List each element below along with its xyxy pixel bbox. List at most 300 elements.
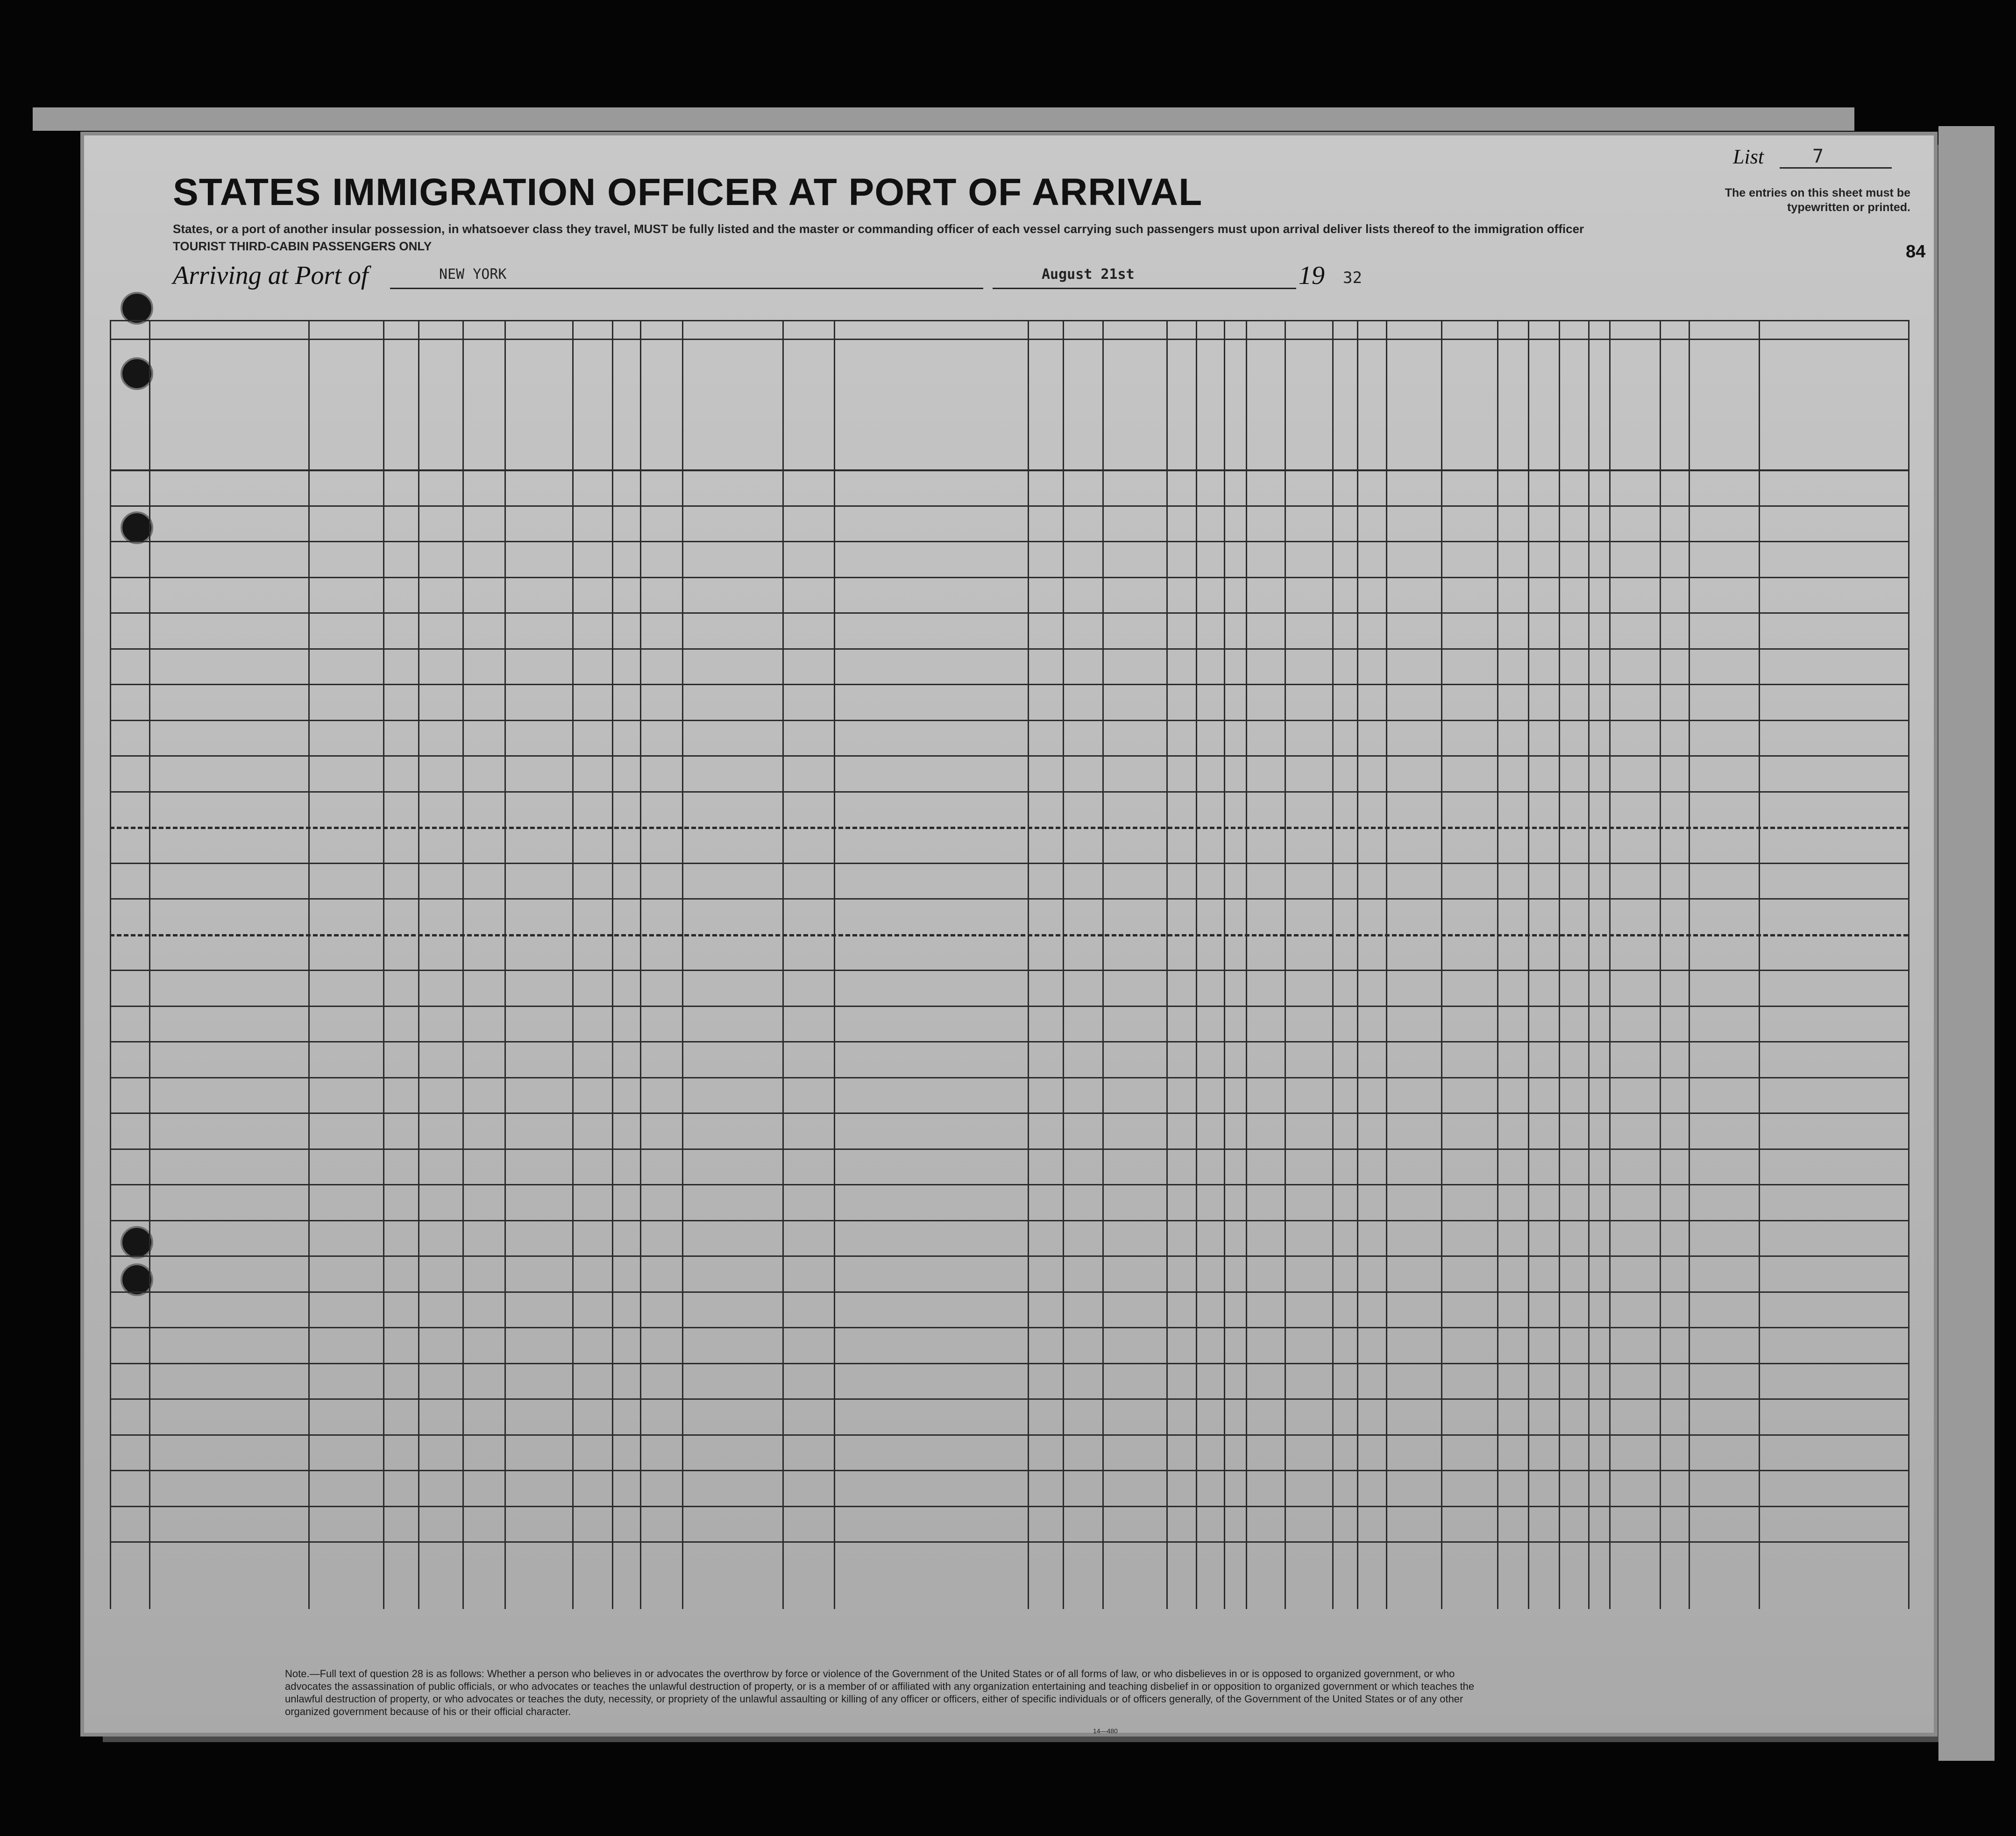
row-rule: [110, 505, 1908, 507]
cell-p24c: [1103, 555, 1165, 576]
cell-ticket: [463, 877, 504, 898]
cell-city: [419, 698, 461, 719]
cell-date: [783, 1341, 833, 1362]
cell-paid: [505, 948, 571, 970]
cell-ft: [1498, 483, 1527, 505]
cell-p24a: [1029, 1412, 1062, 1434]
cell-paid: [505, 1520, 571, 1541]
cell-eyes: [1661, 912, 1688, 934]
cell-c29: [1285, 912, 1331, 934]
cell-c25: [1167, 626, 1195, 648]
cell-c31: [1358, 948, 1385, 970]
cell-eyes: [1661, 555, 1688, 576]
cell-p24a: [1029, 1055, 1062, 1077]
cell-date: [783, 1412, 833, 1434]
row-rule: [110, 970, 1908, 971]
cell-marks: [1689, 1091, 1758, 1113]
cell-c30: [1333, 984, 1356, 1005]
cell-before: [613, 626, 639, 648]
cell-p24b: [1064, 948, 1101, 970]
cell-c25: [1167, 841, 1195, 862]
cell-health: [1387, 1520, 1440, 1541]
row-rule: [110, 1113, 1908, 1114]
cell-c29: [1285, 984, 1331, 1005]
cell-date: [783, 483, 833, 505]
question-28-note: Note.—Full text of question 28 is as follows: Whether a person who believes in or advocates the overthrow by force or violence of the Government of the United States or of all forms of law, or who disbelieves in or is opposed to organized government, or who advocates the assassination of public officials, or who advocates or teaches the unlawful destruction of property, or is a member of or affiliated with any organization entertaining and teaching disbelief in or opposition to organized government or which teaches the unlawful destruction of property, or who advocates or teaches the duty, necessity, or propriety of the unlawful assaulting or killing of any officer or officers, either of specific individuals or of officers generally, of the Government of the United States or of any other organized government because of his or their official character.: [285, 1668, 1475, 1717]
cell-c27: [1225, 1269, 1245, 1291]
cell-comp: [1560, 698, 1608, 719]
row-rule: [110, 1041, 1908, 1042]
cell-city: [419, 483, 461, 505]
cell-city: [419, 1163, 461, 1184]
cell-c27: [1225, 769, 1245, 791]
cell-health: [1387, 1412, 1440, 1434]
cell-in: [1529, 1163, 1558, 1184]
cell-ft: [1498, 841, 1527, 862]
cell-state: [384, 662, 417, 684]
cell-city: [419, 912, 461, 934]
cell-c25: [1167, 877, 1195, 898]
cell-p24c: [1103, 948, 1165, 970]
cell-c26: [1197, 698, 1223, 719]
cell-before: [613, 1520, 639, 1541]
cell-c29: [1285, 1091, 1331, 1113]
cell-paid: [505, 912, 571, 934]
cell-where: [683, 1377, 781, 1398]
cell-city: [419, 1127, 461, 1148]
cell-ticket: [463, 769, 504, 791]
cell-comp: [1560, 662, 1608, 684]
cell-p24a: [1029, 1377, 1062, 1398]
column-header-c36: [1611, 357, 1687, 371]
cell-date: [783, 912, 833, 934]
cell-c27: [1225, 912, 1245, 934]
cell-in: [1529, 1198, 1558, 1219]
cell-c29: [1285, 555, 1331, 576]
cell-p24c: [1103, 734, 1165, 755]
cell-in: [1529, 1020, 1558, 1041]
cell-in: [1529, 1484, 1558, 1505]
cell-deformed: [1442, 1163, 1496, 1184]
cell-c26: [1197, 1520, 1223, 1541]
cell-state: [384, 1377, 417, 1398]
cell-c30: [1333, 483, 1356, 505]
cell-c30: [1333, 912, 1356, 934]
cell-p24a: [1029, 877, 1062, 898]
cell-p24b: [1064, 1484, 1101, 1505]
cell-before: [613, 769, 639, 791]
cell-paid: [505, 591, 571, 612]
cell-c31: [1358, 1127, 1385, 1148]
cell-comp: [1560, 1127, 1608, 1148]
cell-yrs: [641, 1198, 681, 1219]
cell-p24c: [1103, 662, 1165, 684]
cell-cash: [573, 1127, 611, 1148]
cell-city: [419, 1020, 461, 1041]
column-header-c16: [112, 376, 147, 432]
cell-paid: [505, 1448, 571, 1470]
cell-p24c: [1103, 1163, 1165, 1184]
cell-paid: [505, 1163, 571, 1184]
cell-city: [419, 877, 461, 898]
cell-c27: [1225, 483, 1245, 505]
cell-p24c: [1103, 1091, 1165, 1113]
cell-ft: [1498, 1484, 1527, 1505]
cell-marks: [1689, 626, 1758, 648]
cell-c28: [1247, 555, 1284, 576]
cell-ticket: [463, 591, 504, 612]
cell-comp: [1560, 555, 1608, 576]
passenger-class: TOURIST THIRD-CABIN PASSENGERS ONLY: [173, 239, 432, 253]
cell-c31: [1358, 1412, 1385, 1434]
cell-in: [1529, 877, 1558, 898]
cell-city: [419, 662, 461, 684]
cell-c26: [1197, 662, 1223, 684]
cell-where: [683, 1305, 781, 1327]
cell-c30: [1333, 1484, 1356, 1505]
cell-c26: [1197, 519, 1223, 541]
cell-comp: [1560, 1091, 1608, 1113]
row-rule: [110, 648, 1908, 650]
cell-c28: [1247, 1055, 1284, 1077]
cell-health: [1387, 948, 1440, 970]
cell-ft: [1498, 555, 1527, 576]
cell-deformed: [1442, 769, 1496, 791]
cell-comp: [1560, 483, 1608, 505]
cell-eyes: [1661, 1055, 1688, 1077]
cell-c30: [1333, 948, 1356, 970]
cell-health: [1387, 1234, 1440, 1255]
cell-state: [384, 1269, 417, 1291]
cell-hair: [1610, 1377, 1659, 1398]
cell-c29: [1285, 1377, 1331, 1398]
cell-c25: [1167, 1305, 1195, 1327]
cell-c31: [1358, 1520, 1385, 1541]
cell-c26: [1197, 1377, 1223, 1398]
cell-city: [419, 519, 461, 541]
column-header-c18_sub: [310, 357, 461, 369]
cell-in: [1529, 1127, 1558, 1148]
cell-hair: [1610, 1020, 1659, 1041]
cell-p24c: [1103, 1305, 1165, 1327]
cell-c31: [1358, 483, 1385, 505]
cell-ft: [1498, 1341, 1527, 1362]
cell-date: [783, 1448, 833, 1470]
cell-date: [783, 1091, 833, 1113]
cell-in: [1529, 698, 1558, 719]
cell-paid: [505, 1198, 571, 1219]
cell-where: [683, 948, 781, 970]
cell-marks: [1689, 984, 1758, 1005]
cell-c26: [1197, 769, 1223, 791]
cell-state: [384, 1198, 417, 1219]
cell-ft: [1498, 912, 1527, 934]
cell-where: [683, 1091, 781, 1113]
column-header-c32: [1388, 381, 1439, 441]
cell-yrs: [641, 591, 681, 612]
cell-before: [613, 984, 639, 1005]
cell-marks: [1689, 591, 1758, 612]
cell-cash: [573, 805, 611, 827]
cell-marks: [1689, 1377, 1758, 1398]
header-rule: [110, 469, 1908, 471]
cell-before: [613, 1484, 639, 1505]
cell-c31: [1358, 1055, 1385, 1077]
cell-eyes: [1661, 1484, 1688, 1505]
cell-paid: [505, 519, 571, 541]
form-instructions: States, or a port of another insular possession, in whatsoever class they travel, MUST be fully listed and the master or commanding officer of each vessel carrying such passengers must upon arrival deliver lists thereof to the immigration officer: [173, 222, 1584, 236]
cell-cash: [573, 1520, 611, 1541]
cell-cash: [573, 662, 611, 684]
cell-where: [683, 877, 781, 898]
cell-deformed: [1442, 877, 1496, 898]
cell-state: [384, 1091, 417, 1113]
cell-c31: [1358, 841, 1385, 862]
cell-state: [384, 984, 417, 1005]
column-header-c18_foreign: [310, 390, 341, 460]
cell-hair: [1610, 698, 1659, 719]
column-header-c30: [1340, 348, 1350, 465]
cell-in: [1529, 483, 1558, 505]
cell-p24c: [1103, 877, 1165, 898]
cell-health: [1387, 1198, 1440, 1219]
cell-c26: [1197, 984, 1223, 1005]
cell-c29: [1285, 1020, 1331, 1041]
cell-eyes: [1661, 984, 1688, 1005]
cell-p24c: [1103, 984, 1165, 1005]
cell-health: [1387, 1305, 1440, 1327]
cell-c28: [1247, 1484, 1284, 1505]
cell-c31: [1358, 1377, 1385, 1398]
cell-date: [783, 877, 833, 898]
cell-p24b: [1064, 841, 1101, 862]
cell-date: [783, 1163, 833, 1184]
cell-c29: [1285, 841, 1331, 862]
cell-date: [783, 555, 833, 576]
cell-p24b: [1064, 483, 1101, 505]
cell-c28: [1247, 662, 1284, 684]
cell-deformed: [1442, 519, 1496, 541]
cell-paid: [505, 1127, 571, 1148]
cell-p24b: [1064, 626, 1101, 648]
cell-cash: [573, 1341, 611, 1362]
row-rule: [110, 791, 1908, 793]
cell-hair: [1610, 805, 1659, 827]
cell-where: [683, 591, 781, 612]
cell-c27: [1225, 1377, 1245, 1398]
cell-health: [1387, 519, 1440, 541]
cell-c25: [1167, 1448, 1195, 1470]
cell-paid: [505, 769, 571, 791]
cell-eyes: [1661, 1020, 1688, 1041]
cell-ft: [1498, 877, 1527, 898]
cell-marks: [1689, 805, 1758, 827]
cell-p24a: [1029, 1305, 1062, 1327]
cell-city: [419, 1091, 461, 1113]
cell-cash: [573, 769, 611, 791]
cell-yrs: [641, 912, 681, 934]
column-header-c18: [310, 344, 461, 358]
cell-yrs: [641, 1269, 681, 1291]
cell-c31: [1358, 877, 1385, 898]
row-rule: [110, 1006, 1908, 1007]
cell-comp: [1560, 591, 1608, 612]
cell-paid: [505, 1305, 571, 1327]
cell-p24a: [1029, 1020, 1062, 1041]
cell-state: [384, 912, 417, 934]
cell-city: [419, 1520, 461, 1541]
cell-comp: [1560, 1484, 1608, 1505]
cell-city: [419, 1448, 461, 1470]
cell-p24b: [1064, 1448, 1101, 1470]
cell-yrs: [641, 805, 681, 827]
cell-hair: [1610, 1341, 1659, 1362]
cell-p24c: [1103, 1020, 1165, 1041]
cell-p24b: [1064, 1412, 1101, 1434]
cell-c26: [1197, 1305, 1223, 1327]
cell-c26: [1197, 1448, 1223, 1470]
cell-health: [1387, 1055, 1440, 1077]
cell-before: [613, 912, 639, 934]
row-rule: [110, 1184, 1908, 1185]
cell-c29: [1285, 1448, 1331, 1470]
cell-cash: [573, 841, 611, 862]
cell-before: [613, 1020, 639, 1041]
cell-cash: [573, 1412, 611, 1434]
port-of-arrival: NEW YORK: [439, 266, 507, 283]
cell-in: [1529, 1448, 1558, 1470]
cell-ft: [1498, 1198, 1527, 1219]
cell-p24b: [1064, 1020, 1101, 1041]
cell-before: [613, 519, 639, 541]
cell-c29: [1285, 1520, 1331, 1541]
column-rule: [834, 320, 835, 1609]
cell-cash: [573, 1198, 611, 1219]
port-underline: [390, 288, 983, 289]
column-header-c36_eyes: [1661, 413, 1687, 427]
row-rule: [110, 934, 1908, 936]
cell-deformed: [1442, 1091, 1496, 1113]
cell-ticket: [463, 948, 504, 970]
cell-state: [384, 1055, 417, 1077]
cell-yrs: [641, 734, 681, 755]
cell-eyes: [1661, 1448, 1688, 1470]
cell-cash: [573, 1448, 611, 1470]
cell-ft: [1498, 769, 1527, 791]
cell-c28: [1247, 698, 1284, 719]
cell-health: [1387, 1341, 1440, 1362]
cell-p24b: [1064, 555, 1101, 576]
cell-in: [1529, 805, 1558, 827]
cell-c29: [1285, 877, 1331, 898]
cell-c25: [1167, 1484, 1195, 1505]
cell-c30: [1333, 519, 1356, 541]
cell-hair: [1610, 1198, 1659, 1219]
column-rule: [110, 320, 111, 1609]
cell-deformed: [1442, 1448, 1496, 1470]
cell-deformed: [1442, 984, 1496, 1005]
cell-cash: [573, 734, 611, 755]
cell-date: [783, 591, 833, 612]
cell-p24a: [1029, 519, 1062, 541]
cell-c27: [1225, 1234, 1245, 1255]
cell-before: [613, 1127, 639, 1148]
cell-state: [384, 1020, 417, 1041]
cell-city: [419, 948, 461, 970]
cell-c26: [1197, 1091, 1223, 1113]
cell-marks: [1689, 1341, 1758, 1362]
cell-c26: [1197, 1127, 1223, 1148]
column-header-c22_date: [784, 413, 832, 460]
cell-deformed: [1442, 1484, 1496, 1505]
cell-c27: [1225, 1520, 1245, 1541]
cell-comp: [1560, 1448, 1608, 1470]
column-rule: [1759, 320, 1760, 1609]
cell-c29: [1285, 734, 1331, 755]
cell-c26: [1197, 948, 1223, 970]
cell-marks: [1689, 948, 1758, 970]
cell-date: [783, 948, 833, 970]
cell-health: [1387, 698, 1440, 719]
cell-c26: [1197, 555, 1223, 576]
cell-paid: [505, 662, 571, 684]
cell-state: [384, 1412, 417, 1434]
cell-c25: [1167, 1198, 1195, 1219]
cell-p24c: [1103, 1377, 1165, 1398]
cell-c25: [1167, 519, 1195, 541]
cell-p24b: [1064, 1269, 1101, 1291]
cell-before: [613, 877, 639, 898]
cell-paid: [505, 1234, 571, 1255]
cell-ticket: [463, 1163, 504, 1184]
cell-state: [384, 519, 417, 541]
cell-ticket: [463, 805, 504, 827]
cell-where: [683, 662, 781, 684]
cell-c28: [1247, 1091, 1284, 1113]
cell-c28: [1247, 483, 1284, 505]
column-header-c24_b: [1078, 371, 1088, 465]
cell-health: [1387, 1127, 1440, 1148]
cell-c25: [1167, 1520, 1195, 1541]
cell-c27: [1225, 555, 1245, 576]
cell-yrs: [641, 769, 681, 791]
cell-c27: [1225, 519, 1245, 541]
cell-c31: [1358, 984, 1385, 1005]
cell-hair: [1610, 626, 1659, 648]
cell-hair: [1610, 1163, 1659, 1184]
cell-c29: [1285, 1234, 1331, 1255]
row-rule: [110, 612, 1908, 614]
cell-c28: [1247, 1163, 1284, 1184]
cell-c26: [1197, 591, 1223, 612]
cell-c29: [1285, 1341, 1331, 1362]
cell-c27: [1225, 1484, 1245, 1505]
cell-eyes: [1661, 877, 1688, 898]
cell-c30: [1333, 662, 1356, 684]
cell-ft: [1498, 984, 1527, 1005]
list-underline: [1780, 167, 1892, 169]
cell-state: [384, 1163, 417, 1184]
cell-paid: [505, 1412, 571, 1434]
cell-c31: [1358, 1091, 1385, 1113]
arriving-label: Arriving at Port of: [173, 261, 369, 290]
cell-deformed: [1442, 1055, 1496, 1077]
cell-where: [683, 1484, 781, 1505]
cell-ticket: [463, 1269, 504, 1291]
cell-cash: [573, 519, 611, 541]
cell-ft: [1498, 1305, 1527, 1327]
cell-cash: [573, 984, 611, 1005]
